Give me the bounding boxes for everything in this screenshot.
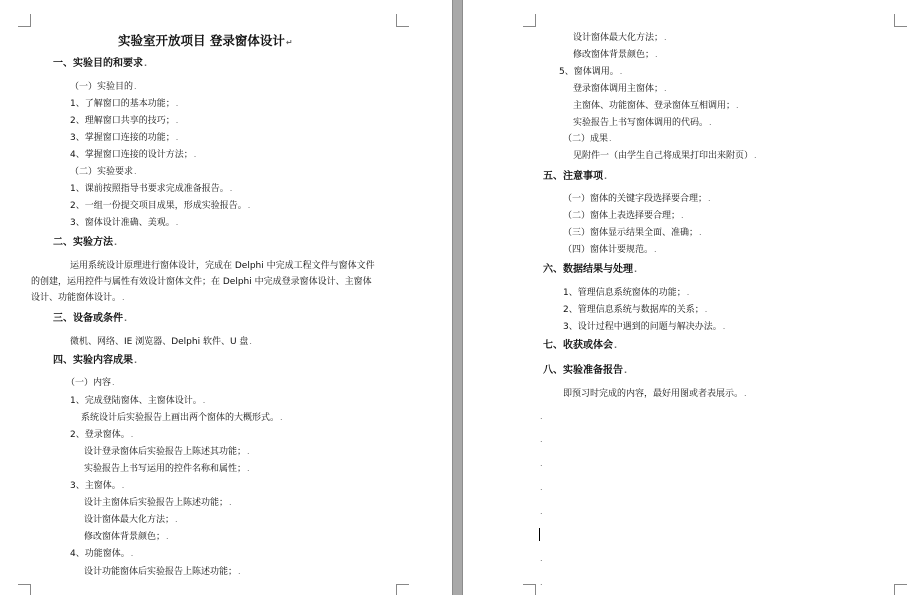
list-item: 1、完成登陆窗体、主窗体设计。. <box>70 396 206 406</box>
crop-mark-top-right <box>396 14 409 27</box>
list-item-detail: 设计登录窗体后实验报告上陈述其功能；. <box>84 447 250 457</box>
paragraph-line: 运用系统设计原理进行窗体设计，完成在 Delphi 中完成工程文件与窗体文件 <box>70 261 375 271</box>
list-item-detail: 实验报告上书写窗体调用的代码。. <box>573 118 712 128</box>
list-item: 2、登录窗体。. <box>70 430 134 440</box>
paragraph-line: 设计、功能窗体设计。. <box>31 293 125 303</box>
section-heading: 四、实验内容成果. <box>53 355 138 366</box>
list-item: 2、理解窗口共享的技巧；. <box>70 116 179 126</box>
list-item: 3、掌握窗口连接的功能；. <box>70 133 179 143</box>
document-page-left[interactable] <box>0 0 452 595</box>
list-item: 3、窗体设计准确、美观。. <box>70 218 179 228</box>
crop-mark-top-left <box>523 14 536 27</box>
section-heading: 二、实验方法. <box>53 237 118 248</box>
list-item: 1、课前按照指导书要求完成准备报告。. <box>70 184 233 194</box>
document-page-right[interactable] <box>463 0 915 595</box>
list-item-detail: 设计窗体最大化方法；. <box>84 515 178 525</box>
list-item: 5、窗体调用。. <box>559 67 623 77</box>
section-heading: 五、注意事项. <box>543 171 608 182</box>
list-item: 1、了解窗口的基本功能；. <box>70 99 179 109</box>
empty-paragraph-mark: . <box>540 435 543 444</box>
list-item: （一）窗体的关键字段选择要合理；. <box>563 194 711 204</box>
crop-mark-bottom-left <box>523 584 536 595</box>
list-item-detail: 设计功能窗体后实验报告上陈述功能；. <box>84 567 241 577</box>
list-item-detail: 实验报告上书写运用的控件名称和属性；. <box>84 464 250 474</box>
list-item: 4、功能窗体。. <box>70 549 134 559</box>
empty-paragraph-mark: . <box>540 459 543 468</box>
list-item-detail: 见附件一（由学生自己将成果打印出来附页）. <box>573 151 757 161</box>
paragraph-line: 微机、网络、IE 浏览器、Delphi 软件、U 盘. <box>70 337 252 347</box>
section-heading: 一、实验目的和要求. <box>53 58 148 69</box>
empty-paragraph-mark: . <box>540 554 543 563</box>
list-item: 1、管理信息系统窗体的功能；. <box>563 288 690 298</box>
empty-paragraph-mark: . <box>540 412 543 421</box>
list-item: （三）窗体显示结果全面、准确；. <box>563 228 702 238</box>
list-item-detail: 设计主窗体后实验报告上陈述功能；. <box>84 498 232 508</box>
empty-paragraph-mark: . <box>540 507 543 516</box>
text-cursor <box>539 528 540 541</box>
crop-mark-bottom-left <box>18 584 31 595</box>
list-item-detail: 修改窗体背景颜色；. <box>573 50 658 60</box>
section-heading: 六、数据结果与处理. <box>543 264 638 275</box>
list-item: （四）窗体计要规范。. <box>563 245 657 255</box>
subsection-heading: （一）实验目的. <box>70 82 137 92</box>
crop-mark-bottom-right <box>894 584 907 595</box>
section-heading: 三、设备或条件. <box>53 313 128 324</box>
empty-paragraph-mark: . <box>540 483 543 492</box>
page-gutter <box>452 0 463 595</box>
crop-mark-top-left <box>18 14 31 27</box>
list-item-detail: 修改窗体背景颜色；. <box>84 532 169 542</box>
list-item: 3、主窗体。. <box>70 481 125 491</box>
paragraph-line: 即预习时完成的内容，最好用图或者表展示。. <box>563 389 747 399</box>
section-heading: 七、收获或体会. <box>543 340 618 351</box>
list-item-detail: 主窗体、功能窗体、登录窗体互相调用；. <box>573 101 739 111</box>
subsection-heading: （二）实验要求. <box>70 167 137 177</box>
list-item: 2、一组一份提交项目成果，形成实验报告。. <box>70 201 251 211</box>
list-item-detail: 设计窗体最大化方法；. <box>573 33 667 43</box>
subsection-heading: （二）成果. <box>563 134 612 144</box>
crop-mark-top-right <box>894 14 907 27</box>
subsection-heading: （一）内容. <box>66 378 115 388</box>
list-item-detail: 登录窗体调用主窗体；. <box>573 84 667 94</box>
list-item-detail: 系统设计后实验报告上画出两个窗体的大概形式。. <box>81 413 283 423</box>
list-item: 3、设计过程中遇到的问题与解决办法。. <box>563 322 726 332</box>
crop-mark-bottom-right <box>396 584 409 595</box>
list-item: 2、管理信息系统与数据库的关系；. <box>563 305 708 315</box>
empty-paragraph-mark: . <box>540 578 543 587</box>
list-item: 4、掌握窗口连接的设计方法；. <box>70 150 197 160</box>
paragraph-line: 的创建，运用控件与属性有效设计窗体文件；在 Delphi 中完成登录窗体设计、主窗体 <box>31 277 372 287</box>
section-heading: 八、实验准备报告. <box>543 365 628 376</box>
document-title: 实验室开放项目 登录窗体设计↵ <box>118 33 293 48</box>
list-item: （二）窗体上表选择要合理；. <box>563 211 684 221</box>
